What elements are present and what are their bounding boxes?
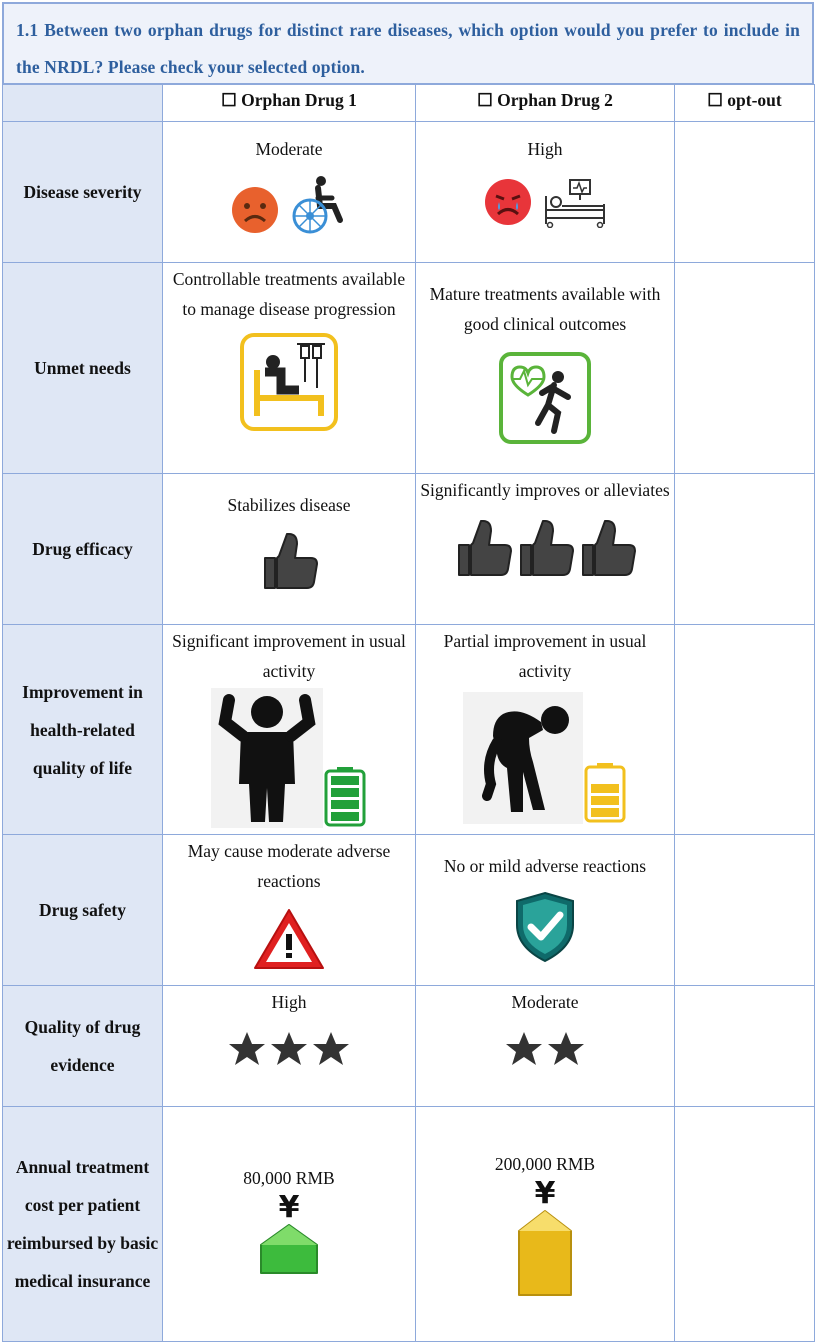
level-text: No or mild adverse reactions bbox=[443, 856, 647, 876]
drug1-unmet-needs-cell[interactable] bbox=[163, 263, 416, 474]
option-drug1-checkbox[interactable]: ☐ Orphan Drug 1 bbox=[163, 85, 416, 122]
full-battery-icon bbox=[323, 766, 367, 828]
attribute-label: Drug efficacy bbox=[3, 474, 163, 625]
optout-cost-cell[interactable] bbox=[675, 1107, 815, 1342]
attribute-label: Annual treatment cost per patient reimbursed by basic medical insurance bbox=[3, 1107, 163, 1342]
star-rating bbox=[163, 1031, 415, 1067]
drug2-evidence-cell[interactable] bbox=[416, 986, 675, 1107]
drug1-disease-severity-cell[interactable] bbox=[163, 122, 416, 263]
drug2-unmet-needs-cell[interactable] bbox=[416, 263, 675, 474]
cost-text: 200,000 RMB bbox=[494, 1154, 596, 1174]
level-text: Significant improvement in usual activity bbox=[172, 631, 406, 681]
star-icon bbox=[228, 1031, 266, 1067]
level-text: Significantly improves or alleviates bbox=[420, 480, 670, 500]
warning-triangle-icon bbox=[252, 906, 326, 972]
crying-face-icon bbox=[482, 176, 534, 228]
drug2-disease-severity-cell[interactable] bbox=[416, 122, 675, 263]
optout-evidence-cell[interactable] bbox=[675, 986, 815, 1107]
row-drug-efficacy bbox=[3, 474, 815, 625]
thumbs-up-icon bbox=[453, 517, 513, 579]
row-annual-cost bbox=[3, 1107, 815, 1342]
drug2-safety-cell[interactable] bbox=[416, 835, 675, 986]
wheelchair-icon bbox=[288, 174, 350, 236]
row-unmet-needs bbox=[3, 263, 815, 474]
attribute-label: Quality of drug evidence bbox=[3, 986, 163, 1107]
level-text: Partial improvement in usual activity bbox=[443, 631, 647, 681]
optout-efficacy-cell[interactable] bbox=[675, 474, 815, 625]
row-quality-of-life bbox=[3, 625, 815, 835]
optout-unmet-needs-cell[interactable] bbox=[675, 263, 815, 474]
drug1-cost-cell[interactable] bbox=[163, 1107, 416, 1342]
level-text: Moderate bbox=[511, 992, 579, 1012]
question-text: 1.1 Between two orphan drugs for distinct rare diseases, which option would you prefer to include in the NRDL? Please check your selected option. bbox=[2, 2, 814, 84]
yen-symbol: ¥ bbox=[534, 1176, 556, 1211]
tired-person-icon bbox=[463, 692, 583, 824]
level-text: High bbox=[271, 992, 307, 1012]
yen-symbol: ¥ bbox=[278, 1190, 300, 1225]
option-drug2-checkbox[interactable]: ☐ Orphan Drug 2 bbox=[416, 85, 675, 122]
thumbs-up-icon bbox=[259, 530, 319, 592]
star-icon bbox=[547, 1031, 585, 1067]
star-rating bbox=[416, 1031, 674, 1067]
attribute-label: Unmet needs bbox=[3, 263, 163, 474]
patient-in-bed-iv-icon bbox=[239, 332, 339, 432]
level-text: Mature treatments available with good clinical outcomes bbox=[429, 284, 661, 334]
level-text: Moderate bbox=[255, 139, 323, 159]
drug2-efficacy-cell[interactable] bbox=[416, 474, 675, 625]
optout-disease-severity-cell[interactable] bbox=[675, 122, 815, 263]
attribute-label: Drug safety bbox=[3, 835, 163, 986]
optout-safety-cell[interactable] bbox=[675, 835, 815, 986]
running-person-heartbeat-icon bbox=[498, 351, 592, 445]
level-text: Stabilizes disease bbox=[227, 495, 351, 515]
row-drug-safety bbox=[3, 835, 815, 986]
drug2-cost-cell[interactable] bbox=[416, 1107, 675, 1342]
strong-person-icon bbox=[211, 688, 323, 828]
drug1-efficacy-cell[interactable] bbox=[163, 474, 416, 625]
thumbs-up-icon bbox=[515, 517, 575, 579]
attribute-label: Disease severity bbox=[3, 122, 163, 263]
hospital-bed-icon bbox=[542, 178, 608, 228]
level-text: Controllable treatments available to manage disease progression bbox=[172, 269, 406, 319]
drug1-evidence-cell[interactable] bbox=[163, 986, 416, 1107]
row-disease-severity bbox=[3, 122, 815, 263]
header-row bbox=[3, 85, 815, 122]
thumbs-up-icon bbox=[577, 517, 637, 579]
attribute-label: Improvement in health-related quality of life bbox=[3, 625, 163, 835]
level-text: May cause moderate adverse reactions bbox=[187, 841, 391, 891]
level-text: High bbox=[527, 139, 563, 159]
yen-price-tag-yellow-icon bbox=[515, 1176, 575, 1297]
choice-table bbox=[2, 84, 815, 1342]
drug1-safety-cell[interactable] bbox=[163, 835, 416, 986]
star-icon bbox=[505, 1031, 543, 1067]
yen-price-tag-green-icon bbox=[259, 1190, 319, 1275]
check-shield-icon bbox=[513, 891, 577, 963]
option-optout-checkbox[interactable]: ☐ opt-out bbox=[675, 85, 815, 122]
star-icon bbox=[270, 1031, 308, 1067]
star-icon bbox=[312, 1031, 350, 1067]
optout-qol-cell[interactable] bbox=[675, 625, 815, 835]
drug1-qol-cell[interactable] bbox=[163, 625, 416, 835]
partial-battery-icon bbox=[583, 762, 627, 824]
cost-text: 80,000 RMB bbox=[243, 1168, 335, 1188]
header-empty-cell bbox=[3, 85, 163, 122]
row-evidence-quality bbox=[3, 986, 815, 1107]
sad-face-icon bbox=[228, 182, 282, 236]
drug2-qol-cell[interactable] bbox=[416, 625, 675, 835]
